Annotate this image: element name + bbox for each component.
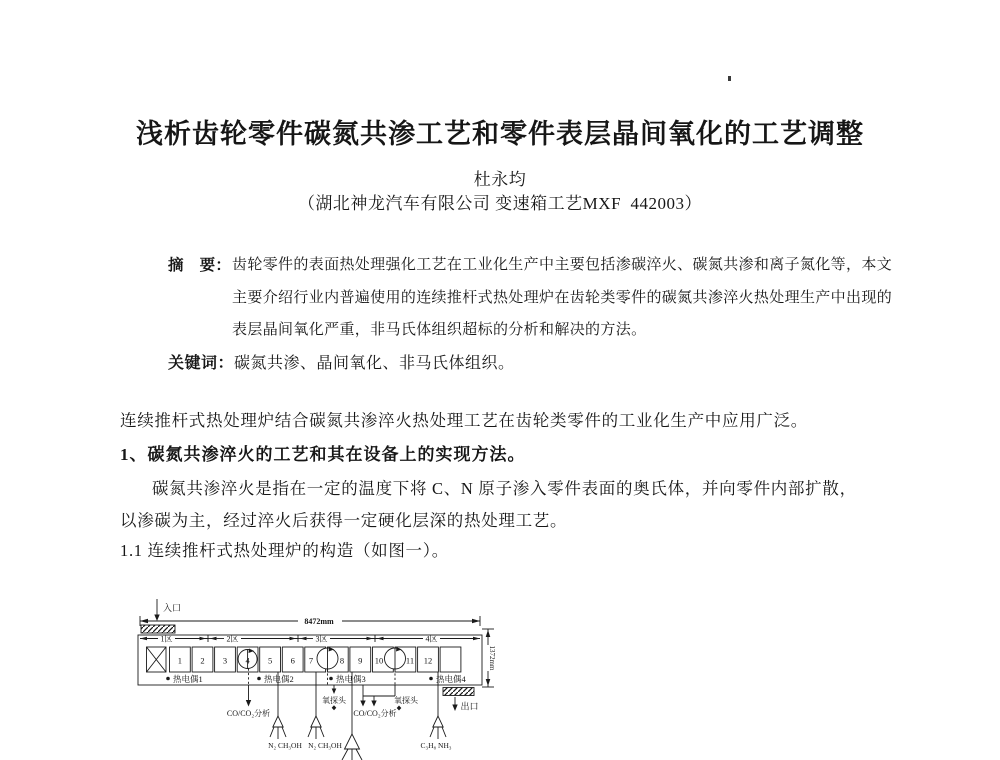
oxygen-probe-label-1: 氧探头	[322, 696, 346, 705]
entrance-arrow-icon	[154, 599, 159, 621]
thermocouple-label-3: 热电偶3	[336, 674, 366, 684]
co-co2-analysis-arrow-1	[246, 685, 251, 707]
author-name: 杜永均	[473, 170, 527, 189]
thermocouple-label-2: 热电偶2	[264, 674, 294, 684]
gas-inlet-label-3: C₃H₈ NH₃	[420, 741, 452, 750]
abstract-line-2: 主要介绍行业内普遍使用的连续推杆式热处理炉在齿轮类零件的碳氮共渗淬火热处理生产中出现的	[232, 289, 893, 306]
scan-artifact-dot	[728, 76, 731, 81]
paper-title: 浅析齿轮零件碳氮共渗工艺和零件表层晶间氧化的工艺调整	[136, 119, 864, 149]
co-co2-analysis-label-1: CO/CO₂分析	[226, 709, 271, 718]
chamber-number-8: 8	[339, 655, 345, 666]
gas-inlet-label-1: N₂ CH₃OH	[268, 741, 302, 750]
thermocouple-markers	[166, 677, 433, 681]
total-length-label: 8472mm	[304, 617, 334, 626]
chamber-number-4: 4	[245, 655, 250, 666]
chamber-cells	[170, 647, 461, 672]
entrance-hatch-pad	[141, 625, 175, 633]
chamber-number-10: 10	[374, 655, 384, 666]
thermocouple-label-1: 热电偶1	[173, 674, 203, 684]
figure-1-furnace-diagram	[118, 597, 518, 760]
keywords-text: 碳氮共渗、晶间氧化、非马氏体组织。	[234, 355, 515, 372]
chamber-number-3: 3	[222, 655, 228, 666]
chamber-number-1: 1	[177, 655, 183, 666]
co-co2-analysis-label-2: CO/CO₂分析	[353, 709, 397, 718]
abstract-label: 摘 要：	[168, 257, 232, 274]
height-dimension-label: 1372mm	[488, 645, 496, 671]
chamber-number-12: 12	[423, 655, 433, 666]
abstract-line-3: 表层晶间氧化严重，非马氏体组织超标的分析和解决的方法。	[232, 322, 647, 338]
keywords-line	[168, 350, 515, 373]
section-heading-1-1: 1.1 连续推杆式热处理炉的构造（如图一）。	[120, 541, 449, 560]
abstract-line-1: 齿轮零件的表面热处理强化工艺在工业化生产中主要包括渗碳淬火、碳氮共渗和离子氮化等，本文	[232, 257, 893, 273]
chamber-number-7: 7	[308, 655, 314, 666]
chamber-number-5: 5	[267, 655, 273, 666]
exit-label: 出口	[460, 701, 479, 712]
gas-inlet-label-2: N₂ CH₃OH	[308, 741, 342, 750]
thermocouple-label-4: 热电偶4	[436, 674, 466, 684]
author-affiliation: （湖北神龙汽车有限公司 变速箱工艺MXF 442003）	[297, 194, 703, 213]
body-paragraph-2-line-2: 以渗碳为主，经过淬火后获得一定硬化层深的热处理工艺。	[120, 511, 568, 530]
co-co2-analysis-arrows-2	[360, 685, 395, 707]
chamber-number-6: 6	[290, 655, 295, 666]
oxygen-probe-label-2: 氧探头	[394, 696, 418, 705]
oxygen-probe-2-icon	[397, 706, 402, 711]
keywords-label: 关键词：	[168, 355, 235, 372]
body-paragraph-2-line-1: 碳氮共渗淬火是指在一定的温度下将 C、N 原子渗入零件表面的奥氏体，并向零件内部扩散，	[152, 479, 857, 498]
entrance-label: 入口	[163, 603, 182, 613]
loading-station-box	[147, 647, 167, 672]
zone-label-2: 2区	[226, 634, 239, 644]
zone-label-1: 1区	[160, 634, 173, 644]
zone-label-3: 3区	[315, 634, 328, 644]
chamber-number-9: 9	[358, 655, 363, 666]
section-heading-1: 1、碳氮共渗淬火的工艺和其在设备上的实现方法。	[120, 445, 526, 464]
exit-hatch-pad	[443, 688, 474, 696]
chamber-number-2: 2	[200, 655, 205, 666]
zone-label-4: 4区	[425, 634, 438, 644]
body-paragraph-1: 连续推杆式热处理炉结合碳氮共渗淬火热处理工艺在齿轮类零件的工业化生产中应用广泛。	[120, 411, 808, 430]
gas-inlet-2-icon	[308, 672, 324, 739]
chamber-number-11: 11	[405, 655, 415, 666]
exit-arrow-icon	[452, 697, 457, 711]
